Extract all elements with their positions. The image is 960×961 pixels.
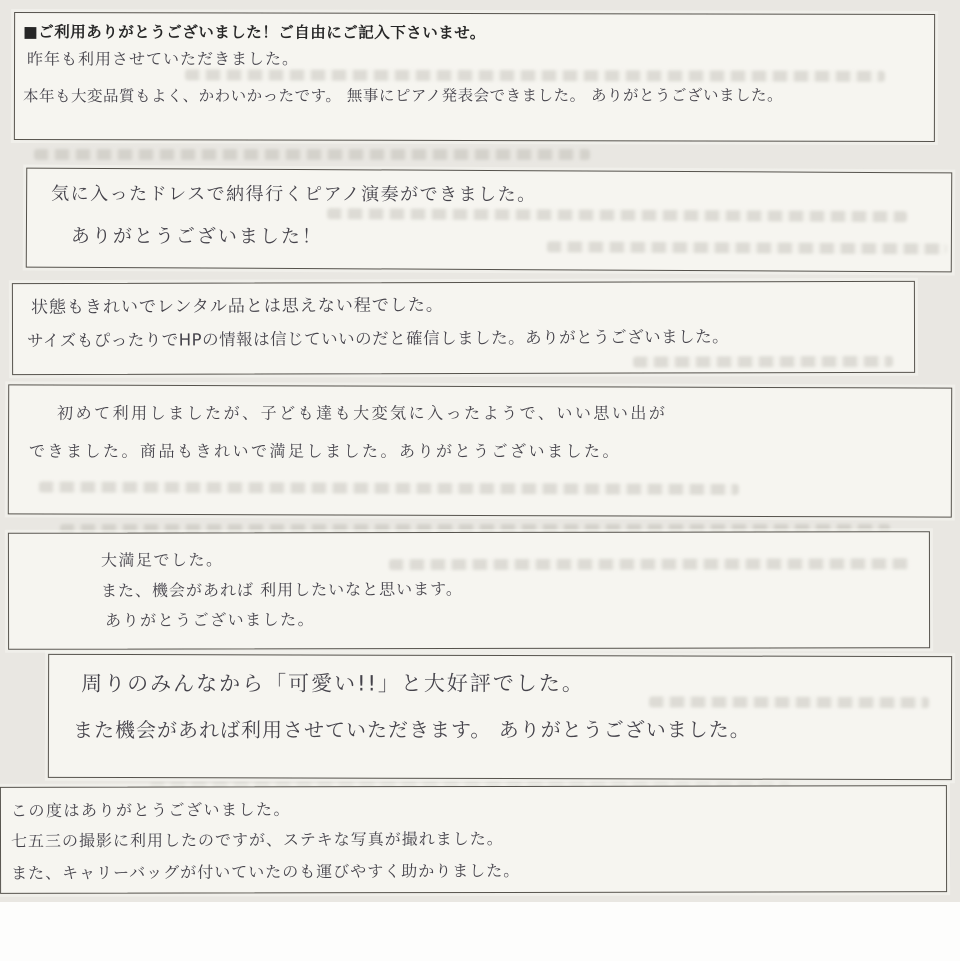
testimonial-card-2 — [26, 168, 953, 273]
testimonial-3-line-2: サイズもぴったりでHPの情報は信じていいのだと確信しました。ありがとうございました。 — [26, 327, 730, 351]
testimonial-7-line-2: 七五三の撮影に利用したのですが、ステキな写真が撮れました。 — [10, 829, 504, 851]
washed-print-band — [327, 208, 907, 222]
washed-print-band — [547, 241, 947, 254]
testimonial-card-3 — [12, 281, 915, 375]
testimonial-1-line-1: 昨年も利用させていただきました。 — [27, 49, 300, 69]
testimonial-7-line-3: また、キャリーバッグが付いていたのも運びやすく助かりました。 — [11, 861, 521, 883]
testimonial-5-line-3: ありがとうございました。 — [105, 609, 316, 631]
testimonial-4-line-1: 初めて利用しましたが、子ども達も大変気に入ったようで、いい思い出が — [57, 403, 668, 423]
washed-print-band — [39, 481, 739, 494]
testimonial-5-line-1: 大満足でした。 — [100, 550, 224, 570]
testimonial-1-line-2: 本年も大変品質もよく、かわいかったです。 無事にピアノ発表会できました。 ありがとうございました。 — [22, 86, 784, 106]
testimonial-2-line-1: 気に入ったドレスで納得行くピアノ演奏ができました。 — [51, 183, 537, 206]
testimonial-3-line-1: 状態もきれいでレンタル品とは思えない程でした。 — [30, 295, 444, 318]
testimonial-card-5 — [8, 531, 930, 650]
testimonial-7-line-1: この度はありがとうございました。 — [10, 799, 292, 821]
testimonial-card-7 — [0, 785, 947, 894]
testimonial-card-4 — [8, 384, 952, 517]
washed-print-band — [649, 696, 929, 708]
testimonial-5-line-2: また、機会があれば 利用したいなと思います。 — [100, 579, 463, 601]
washed-print-band — [389, 558, 909, 570]
testimonial-2-line-2: ありがとうございました！ — [70, 225, 323, 248]
testimonial-6-line-2: また機会があれば利用させていただきます。 ありがとうございました。 — [72, 717, 751, 743]
washed-print-band — [633, 356, 893, 368]
washed-print-band — [185, 69, 885, 81]
testimonial-6-line-1: 周りのみんなから「可愛い!!」と大好評でした。 — [81, 671, 585, 696]
testimonial-card-1 — [14, 12, 935, 142]
washed-print-band — [34, 149, 590, 160]
form-header-label: ■ご利用ありがとうございました！ご自由にご記入下さいませ。 — [23, 23, 486, 43]
testimonial-card-6 — [48, 654, 952, 780]
testimonial-4-line-2: できました。商品もきれいで満足しました。ありがとうございました。 — [29, 441, 622, 461]
